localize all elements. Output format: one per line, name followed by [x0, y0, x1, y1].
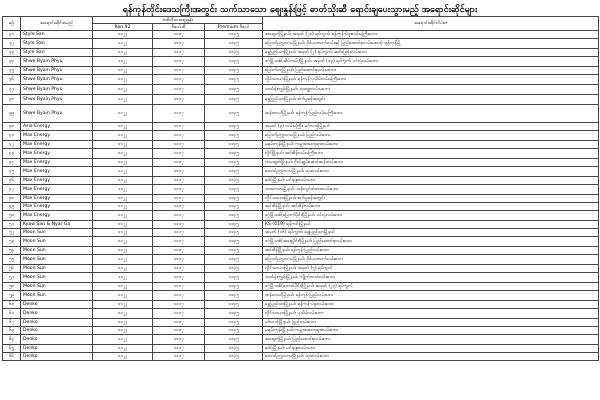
- station-address: အရှေ့ဒဂုံမြို့နယ်၊ အမှတ် (၂၀) ရပ်ကွက်၊ ရန်ကုန်-ပဲခူးလမ်းမကြီးဘေး: [263, 31, 599, 39]
- company-name: Max Energy: [21, 203, 93, 211]
- table-row: [3, 95, 599, 105]
- price-ron92: ၁၁၂၂: [93, 283, 153, 291]
- price-ron92: ၁၁၂၂: [93, 39, 153, 49]
- row-number: ၄၂: [3, 141, 21, 149]
- price-premium: ၁၁၄၅: [205, 105, 263, 123]
- company-name: Max Energy: [21, 211, 93, 221]
- company-name: Max Energy: [21, 167, 93, 177]
- company-name: Denko: [21, 327, 93, 335]
- price-premium: ၁၁၄၅: [205, 167, 263, 177]
- row-number: ၄၉: [3, 203, 21, 211]
- row-number: ၅၃: [3, 237, 21, 247]
- row-number: ၆၂: [3, 319, 21, 327]
- table-row: [3, 327, 599, 335]
- company-name: Shwe Byain Phyu: [21, 67, 93, 75]
- row-number: ၆၄: [3, 335, 21, 345]
- table-row: [3, 159, 599, 167]
- price-premium: ၁၁၄၅: [205, 327, 263, 335]
- row-number: ၄၈: [3, 195, 21, 203]
- station-address: ရွှေပြည်သာမြို့နယ်၊ စက်မှုဇုန်အတွင်း: [263, 95, 599, 105]
- table-row: [3, 301, 599, 309]
- row-number: ၃၄: [3, 57, 21, 67]
- row-number: ၄၁: [3, 131, 21, 141]
- row-number: ၅၆: [3, 265, 21, 273]
- row-number: ၄၀: [3, 123, 21, 131]
- table-row: [3, 247, 599, 255]
- row-number: ၃၃: [3, 49, 21, 57]
- price-ron92: ၁၁၂၂: [93, 335, 153, 345]
- station-address: ဒဂုံမြို့သစ်(ဆိပ်ကမ်း)မြို့နယ်၊ အမှတ် (၁၄) ရပ်ကွက်၊ ပင်လုံလမ်းဘေး: [263, 57, 599, 67]
- station-address: ကမာရွတ်မြို့နယ်၊ ဗိုလ်ချုပ်အောင်ဆန်းလမ်းဘေး: [263, 159, 599, 167]
- price-diesel: ၁၁၁၇: [153, 95, 205, 105]
- table-row: [3, 141, 599, 149]
- station-address: သင်္ဃန်းကျွန်းမြို့နယ်၊ သုဝဏ္ဏလမ်းမဘေး: [263, 85, 599, 95]
- price-diesel: ၁၁၁၇: [153, 345, 205, 353]
- price-ron92: ၁၁၂၂: [93, 57, 153, 67]
- company-name: Denko: [21, 345, 93, 353]
- price-ron92: ၁၁၂၂: [93, 237, 153, 247]
- row-number: ၅၉: [3, 291, 21, 301]
- row-number: ၆၀: [3, 301, 21, 309]
- table-row: [3, 283, 599, 291]
- price-ron92: ၁၁၂၂: [93, 273, 153, 283]
- company-name: Style San: [21, 49, 93, 57]
- station-address: KS (019) ရန်ကင်းမြို့နယ်: [263, 221, 599, 229]
- page-title: ရန်ကုန်တိုင်းဒေသကြီးအတွင်း သက်သာသော ဈေးနှုန်းဖြင့် ဓာတ်သိုးဆီ ရောင်းချပေးသွားမည့် အရောင်းဆိုင်များ: [122, 5, 478, 15]
- table-row: [3, 203, 599, 211]
- table-row: [3, 57, 599, 67]
- price-ron92: ၁၁၂၂: [93, 49, 153, 57]
- price-diesel: ၁၁၁၇: [153, 335, 205, 345]
- price-ron92: ၁၁၂၂: [93, 185, 153, 195]
- table-row: [3, 177, 599, 185]
- price-premium: ၁၁၄၅: [205, 177, 263, 185]
- table-row: [3, 335, 599, 345]
- price-diesel: ၁၁၁၇: [153, 255, 205, 265]
- price-diesel: ၁၁၁၇: [153, 177, 205, 185]
- station-address: အင်းစိန်မြို့နယ်၊ အင်းစိန်လမ်းဘေး: [263, 203, 599, 211]
- table-row: [3, 185, 599, 195]
- row-number: ၃၂: [3, 39, 21, 49]
- station-address: ထန်းတပင်မြို့နယ်၊ ရန်ကုန်-ပြည်လမ်းဘေး: [263, 291, 599, 301]
- company-name: Moon Sun: [21, 265, 93, 273]
- company-name: Shwe Byain Phyu: [21, 105, 93, 123]
- row-number: ၆၅: [3, 345, 21, 353]
- price-ron92: ၁၁၂၂: [93, 327, 153, 335]
- company-name: Max Energy: [21, 177, 93, 185]
- price-diesel: ၁၁၁၇: [153, 247, 205, 255]
- price-diesel: ၁၁၁၇: [153, 167, 205, 177]
- company-name: Max Energy: [21, 141, 93, 149]
- header-ron92: Ron 92: [93, 24, 153, 31]
- price-premium: ၁၁၄၅: [205, 131, 263, 141]
- header-premium: Premium ဒီဇယ်: [205, 24, 263, 31]
- station-address: အင်းစိန်မြို့နယ်၊ ရန်ကုန်-ပြည်လမ်းဘေး: [263, 247, 599, 255]
- station-address: သင်္ဃန်းကျွန်းမြို့နယ်၊ ကျိုက်ကသံလမ်းဘေး: [263, 273, 599, 283]
- station-address: အရှေ့ဒဂုံမြို့နယ်၊ ပြည်ထောင်စုလမ်းဘေး: [263, 335, 599, 345]
- price-premium: ၁၁၄၅: [205, 353, 263, 361]
- price-ron92: ၁၁၂၂: [93, 167, 153, 177]
- price-premium: ၁၁၄၅: [205, 319, 263, 327]
- row-number: ၅၀: [3, 211, 21, 221]
- table-row: [3, 353, 599, 361]
- price-ron92: ၁၁၂၂: [93, 309, 153, 319]
- price-premium: ၁၁၄၅: [205, 159, 263, 167]
- price-premium: ၁၁၄၅: [205, 67, 263, 75]
- price-diesel: ၁၁၁၇: [153, 149, 205, 159]
- station-address: သာကေတမြို့နယ်၊ သန်လျင်တံတားလမ်းဘေး: [263, 185, 599, 195]
- price-ron92: ၁၁၂၂: [93, 85, 153, 95]
- price-diesel: ၁၁၁၇: [153, 229, 205, 237]
- price-premium: ၁၁၄၅: [205, 57, 263, 67]
- station-address: အမှတ် (၃) လမ်းမကြီး၊ မင်္ဂလာဒုံမြို့နယ်: [263, 123, 599, 131]
- table-row: [3, 39, 599, 49]
- station-address: လှိုင်သာယာမြို့နယ်၊ အမှတ် (၅) ရပ်ကွက်: [263, 265, 599, 273]
- table-row: [3, 195, 599, 203]
- company-name: Denko: [21, 309, 93, 319]
- table-row: [3, 237, 599, 247]
- price-ron92: ၁၁၂၂: [93, 319, 153, 327]
- price-ron92: ၁၁၂၂: [93, 229, 153, 237]
- row-number: ၃၉: [3, 105, 21, 123]
- row-number: ၃၈: [3, 95, 21, 105]
- price-diesel: ၁၁၁၇: [153, 353, 205, 361]
- header-company: အရောင်းဆိုင်အမည်: [21, 17, 93, 31]
- row-number: ၆၃: [3, 327, 21, 335]
- price-premium: ၁၁၄၅: [205, 273, 263, 283]
- price-diesel: ၁၁၁၇: [153, 57, 205, 67]
- price-diesel: ၁၁၁၇: [153, 291, 205, 301]
- price-diesel: ၁၁၁၇: [153, 131, 205, 141]
- price-diesel: ၁၁၁၇: [153, 67, 205, 75]
- price-premium: ၁၁၄၅: [205, 345, 263, 353]
- station-address: တောင်ဥက္ကလာပမြို့နယ်၊ သုခလမ်းဘေး: [263, 353, 599, 361]
- station-address: မြောက်ဥက္ကလာပမြို့နယ်၊ ဝိုင်ယာလက်လမ်းနှင့် ပြည်ထောင်စုလမ်းထောင့်၊ ရန်ကုန်မြို့: [263, 39, 599, 49]
- price-premium: ၁၁၄၅: [205, 123, 263, 131]
- price-diesel: ၁၁၁၇: [153, 185, 205, 195]
- table-row: [3, 105, 599, 123]
- station-address: လှိုင်မြို့နယ်၊ အင်းစိန်လမ်းမကြီးဘေး: [263, 149, 599, 159]
- row-number: ၅၈: [3, 283, 21, 291]
- price-premium: ၁၁၄၅: [205, 301, 263, 309]
- table-body: [3, 31, 599, 361]
- table-row: [3, 319, 599, 327]
- table-row: [3, 291, 599, 301]
- company-name: Shwe Byain Phyu: [21, 85, 93, 95]
- price-diesel: ၁၁၁၇: [153, 319, 205, 327]
- price-diesel: ၁၁၁၇: [153, 221, 205, 229]
- row-number: ၄၇: [3, 185, 21, 195]
- price-premium: ၁၁၄၅: [205, 141, 263, 149]
- company-name: Shwe Byain Phyu: [21, 95, 93, 105]
- price-premium: ၁၁၄၅: [205, 335, 263, 345]
- company-name: Moon Sun: [21, 247, 93, 255]
- station-address: လှိုင်သာယာမြို့နယ်၊ စက်မှုဇုန်အတွင်း: [263, 195, 599, 203]
- row-number: ၅၄: [3, 247, 21, 255]
- company-name: Moon Sun: [21, 237, 93, 247]
- price-ron92: ၁၁၂၂: [93, 221, 153, 229]
- price-diesel: ၁၁၁၇: [153, 105, 205, 123]
- fuel-station-table: [2, 16, 599, 361]
- price-diesel: ၁၁၁၇: [153, 211, 205, 221]
- price-ron92: ၁၁၂၂: [93, 141, 153, 149]
- price-premium: ၁၁၄၅: [205, 49, 263, 57]
- company-name: Moon Sun: [21, 255, 93, 265]
- price-premium: ၁၁၄၅: [205, 211, 263, 221]
- price-ron92: ၁၁၂၂: [93, 353, 153, 361]
- table-row: [3, 265, 599, 273]
- company-name: Max Energy: [21, 131, 93, 141]
- price-diesel: ၁၁၁၇: [153, 85, 205, 95]
- price-ron92: ၁၁၂၂: [93, 159, 153, 167]
- price-premium: ၁၁၄၅: [205, 229, 263, 237]
- price-diesel: ၁၁၁၇: [153, 49, 205, 57]
- row-number: ၅၂: [3, 229, 21, 237]
- header-address: အရောင်းဆိုင်လိပ်စာ: [263, 17, 599, 31]
- table-row: [3, 123, 599, 131]
- table-row: [3, 75, 599, 85]
- table-row: [3, 85, 599, 95]
- price-diesel: ၁၁၁၇: [153, 159, 205, 167]
- price-premium: ၁၁၄၅: [205, 39, 263, 49]
- table-row: [3, 273, 599, 283]
- price-ron92: ၁၁၂၂: [93, 345, 153, 353]
- table-row: [3, 221, 599, 229]
- station-address: ဒေါပုံမြို့နယ်၊ မင်းနန္ဒာလမ်းဘေး: [263, 345, 599, 353]
- company-name: Max Energy: [21, 159, 93, 167]
- price-ron92: ၁၁၂၂: [93, 95, 153, 105]
- company-name: Denko: [21, 353, 93, 361]
- company-name: Moon Sun: [21, 229, 93, 237]
- price-diesel: ၁၁၁၇: [153, 75, 205, 85]
- table-row: [3, 131, 599, 141]
- price-ron92: ၁၁၂၂: [93, 105, 153, 123]
- company-name: Asia Energy: [21, 123, 93, 131]
- price-diesel: ၁၁၁၇: [153, 309, 205, 319]
- company-name: Denko: [21, 319, 93, 327]
- row-number: ၄၃: [3, 149, 21, 159]
- price-diesel: ၁၁၁၇: [153, 123, 205, 131]
- table-row: [3, 49, 599, 57]
- table-row: [3, 255, 599, 265]
- station-address: ရွှေပြည်သာမြို့နယ်၊ အမှတ် (၂) ရပ်ကွက်၊ ဆင်ခြေဖုံးလမ်းဘေး: [263, 49, 599, 57]
- price-premium: ၁၁၄၅: [205, 247, 263, 255]
- station-address: လှိုင်သာယာမြို့နယ်၊ ရန်ကုန်-ပုသိမ်လမ်းမကြီးဘေး: [263, 75, 599, 85]
- price-ron92: ၁၁၂၂: [93, 211, 153, 221]
- company-name: Shwe Byain Phyu: [21, 57, 93, 67]
- table-row: [3, 345, 599, 353]
- station-address: ဒဂုံမြို့သစ်(အရှေ့ပိုင်း)မြို့နယ်၊ ပြည်ထောင်စုလမ်းဘေး: [263, 237, 599, 247]
- header-price-group: တစ်လီတာဈေးနှုန်း: [93, 17, 263, 24]
- price-diesel: ၁၁၁၇: [153, 265, 205, 273]
- station-address: အမှတ် (၁၆) ရပ်ကွက်၊ ရွှေပြည်သာမြို့နယ်: [263, 229, 599, 237]
- price-ron92: ၁၁၂၂: [93, 255, 153, 265]
- station-address: မရမ်းကုန်းမြို့နယ်၊ ကမ္ဘာအေးဘုရားလမ်းဘေး: [263, 141, 599, 149]
- price-premium: ၁၁၄၅: [205, 31, 263, 39]
- table-row: [3, 229, 599, 237]
- row-number: ၅၇: [3, 273, 21, 283]
- company-name: Moon Sun: [21, 283, 93, 291]
- station-address: မြောက်ဥက္ကလာပမြို့နယ်၊ ဝိုင်ယာလက်လမ်းဘေး: [263, 255, 599, 265]
- row-number: ၄၅: [3, 167, 21, 177]
- price-premium: ၁၁၄၅: [205, 203, 263, 211]
- station-address: မြောက်ဥက္ကလာပမြို့နယ်၊ ပြည်လမ်းဘေး: [263, 131, 599, 141]
- price-diesel: ၁၁၁၇: [153, 195, 205, 203]
- station-address: မင်္ဂလာဒုံမြို့နယ်၊ ပြည်လမ်းဘေး: [263, 319, 599, 327]
- row-number: ၅၁: [3, 221, 21, 229]
- price-premium: ၁၁၄၅: [205, 149, 263, 159]
- station-address: ဒဂုံမြို့သစ်(မြောက်ပိုင်း)မြို့နယ်၊ ပင်လုံလမ်းဘေး: [263, 211, 599, 221]
- price-ron92: ၁၁၂၂: [93, 301, 153, 309]
- company-name: Style San: [21, 39, 93, 49]
- price-diesel: ၁၁၁၇: [153, 273, 205, 283]
- price-diesel: ၁၁၁၇: [153, 203, 205, 211]
- price-premium: ၁၁၄၅: [205, 309, 263, 319]
- price-premium: ၁၁၄၅: [205, 291, 263, 301]
- row-number: ၄၄: [3, 159, 21, 167]
- company-name: Max Energy: [21, 149, 93, 159]
- price-diesel: ၁၁၁၇: [153, 237, 205, 247]
- price-ron92: ၁၁၂၂: [93, 67, 153, 75]
- table-row: [3, 67, 599, 75]
- price-premium: ၁၁၄၅: [205, 85, 263, 95]
- price-ron92: ၁၁၂၂: [93, 203, 153, 211]
- table-row: [3, 167, 599, 177]
- company-name: Shwe Byain Phyu: [21, 75, 93, 85]
- station-address: ရွှေပြည်သာမြို့နယ်၊ ရန်ကုန်-ပဲခူးလမ်းဘေး: [263, 301, 599, 309]
- price-premium: ၁၁၄၅: [205, 283, 263, 291]
- price-diesel: ၁၁၁၇: [153, 141, 205, 149]
- price-ron92: ၁၁၂၂: [93, 265, 153, 273]
- price-diesel: ၁၁၁၇: [153, 31, 205, 39]
- price-premium: ၁၁၄၅: [205, 221, 263, 229]
- price-ron92: ၁၁၂၂: [93, 195, 153, 203]
- row-number: ၆၆: [3, 353, 21, 361]
- row-number: ၃၆: [3, 75, 21, 85]
- row-number: ၃၅: [3, 67, 21, 75]
- header-no: စဉ်: [3, 17, 21, 31]
- station-address: ဒဂုံမြို့သစ်(တောင်ပိုင်း)မြို့နယ်၊ အမှတ် (၂၃) ရပ်ကွက်: [263, 283, 599, 291]
- row-number: ၄၆: [3, 177, 21, 185]
- price-premium: ၁၁၄၅: [205, 195, 263, 203]
- price-premium: ၁၁၄၅: [205, 265, 263, 273]
- table-row: [3, 31, 599, 39]
- price-diesel: ၁၁၁၇: [153, 327, 205, 335]
- price-diesel: ၁၁၁၇: [153, 283, 205, 291]
- station-address: ဒေါပုံမြို့နယ်၊ မင်းနန္ဒာလမ်းဘေး: [263, 177, 599, 185]
- company-name: Kyaw San & Nyar Ga: [21, 221, 93, 229]
- price-diesel: ၁၁၁၇: [153, 301, 205, 309]
- company-name: Style San: [21, 31, 93, 39]
- price-premium: ၁၁၄၅: [205, 75, 263, 85]
- row-number: ၃၇: [3, 85, 21, 95]
- station-address: မရမ်းကုန်းမြို့နယ်၊ ကမ္ဘာအေးဘုရားလမ်းဘေး: [263, 327, 599, 335]
- price-ron92: ၁၁၂၂: [93, 291, 153, 301]
- company-name: Moon Sun: [21, 291, 93, 301]
- station-address: လှိုင်သာယာမြို့နယ်၊ ပုသိမ်လမ်းဘေး: [263, 309, 599, 319]
- price-ron92: ၁၁၂၂: [93, 123, 153, 131]
- table-row: [3, 149, 599, 159]
- station-address: ထန်းတပင်မြို့နယ်၊ ရန်ကုန်-ပြည်လမ်းမကြီးဘေး: [263, 105, 599, 123]
- station-address: မြောက်ဒဂုံမြို့နယ်၊ ပြည်ထောင်စုလမ်းမဘေး: [263, 67, 599, 75]
- company-name: Moon Sun: [21, 273, 93, 283]
- price-ron92: ၁၁၂၂: [93, 177, 153, 185]
- price-premium: ၁၁၄၅: [205, 95, 263, 105]
- price-ron92: ၁၁၂၂: [93, 149, 153, 159]
- row-number: ၅၅: [3, 255, 21, 265]
- price-diesel: ၁၁၁၇: [153, 39, 205, 49]
- company-name: Denko: [21, 335, 93, 345]
- price-ron92: ၁၁၂၂: [93, 247, 153, 255]
- price-ron92: ၁၁၂၂: [93, 131, 153, 141]
- table-row: [3, 309, 599, 319]
- company-name: Max Energy: [21, 185, 93, 195]
- company-name: Max Energy: [21, 195, 93, 203]
- price-premium: ၁၁၄၅: [205, 185, 263, 195]
- price-premium: ၁၁၄၅: [205, 237, 263, 247]
- station-address: တောင်ဥက္ကလာပမြို့နယ်၊ သုခလမ်းဘေး: [263, 167, 599, 177]
- company-name: Denko: [21, 301, 93, 309]
- table-row: [3, 211, 599, 221]
- price-ron92: ၁၁၂၂: [93, 75, 153, 85]
- row-number: ၆၁: [3, 309, 21, 319]
- price-ron92: ၁၁၂၂: [93, 31, 153, 39]
- price-premium: ၁၁၄၅: [205, 255, 263, 265]
- header-diesel: ဒီဇယ်ဆီ: [153, 24, 205, 31]
- row-number: ၃၁: [3, 31, 21, 39]
